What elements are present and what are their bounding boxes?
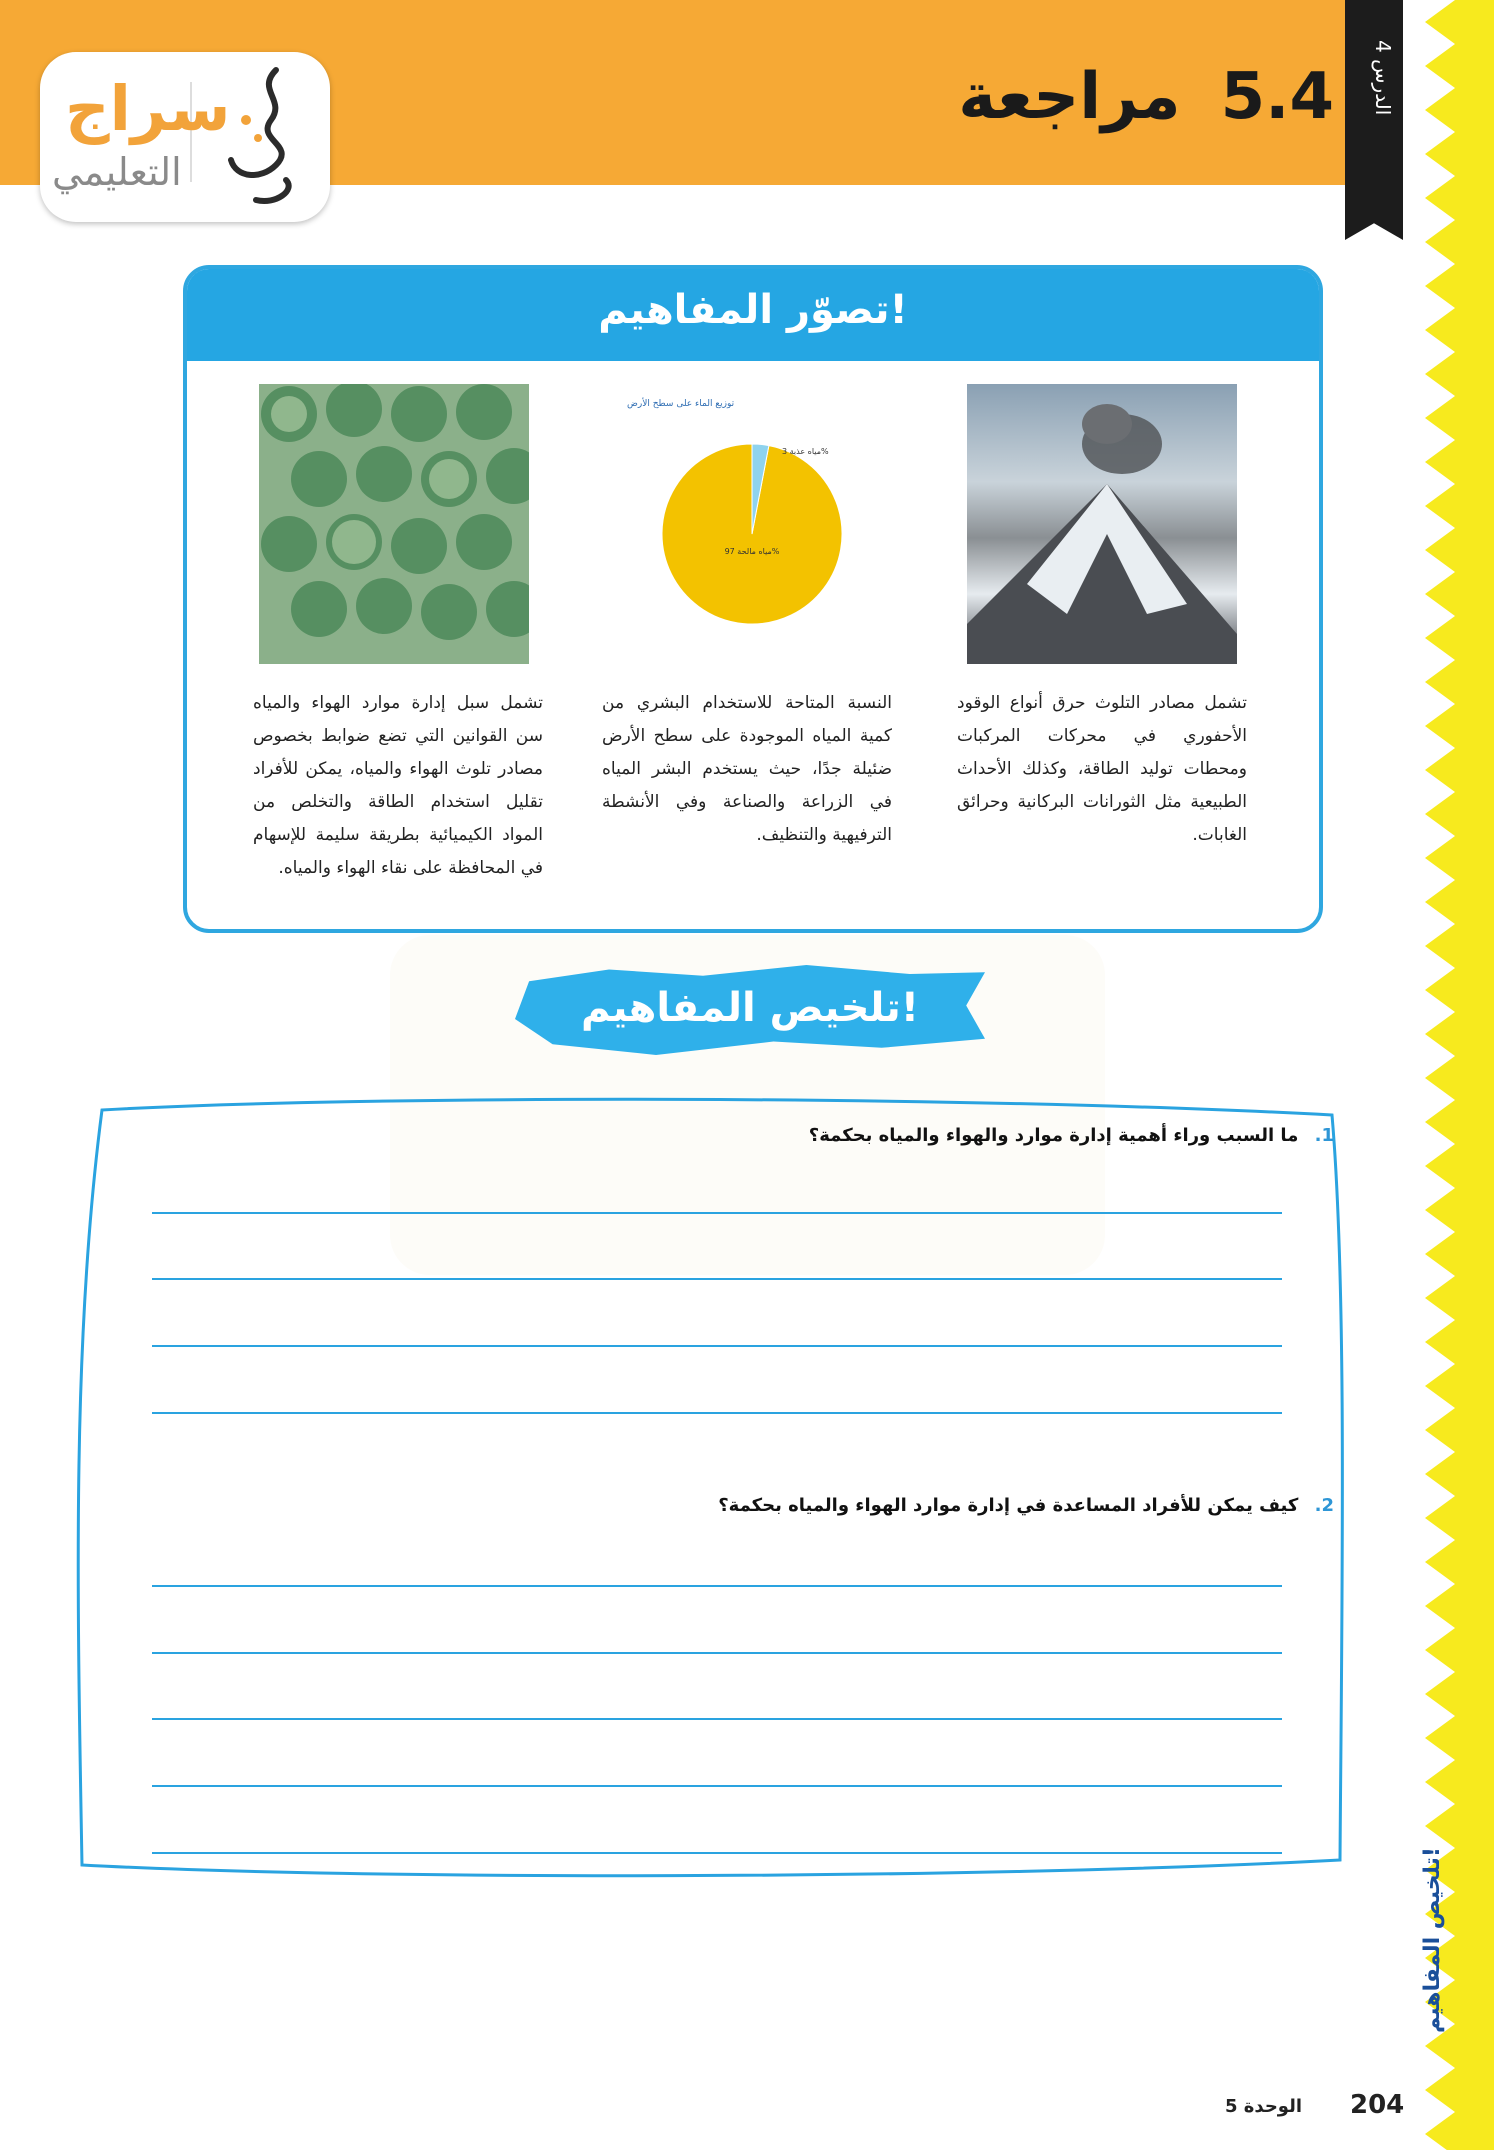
concept-title: تصوّر المفاهيم! <box>598 287 908 333</box>
volcano-photo <box>967 384 1237 664</box>
answer-line[interactable] <box>152 1345 1282 1347</box>
question-2 <box>718 1495 1334 1516</box>
section-number: 5.4 <box>1220 60 1334 134</box>
logo-text-sub: التعليمي <box>52 150 182 194</box>
side-tab <box>1345 0 1403 240</box>
chart-title: توزيع الماء على سطح الأرض <box>627 399 735 409</box>
answer-line[interactable] <box>152 1278 1282 1280</box>
caption-management: تشمل سبل إدارة موارد الهواء والمياه سن القوانين التي تضع ضوابط بخصوص مصادر تلوث الهواء والمياه، يمكن للأفراد تقليل استخدام الطاقة والتخلص من المواد الكيميائية بطريقة سليمة للإسهام في المحافظة على نقاء الهواء والمياه. <box>253 693 543 878</box>
question-2-text: كيف يمكن للأفراد المساعدة في إدارة موارد الهواء والمياه بحكمة؟ <box>718 1495 1299 1516</box>
answer-line[interactable] <box>152 1718 1282 1720</box>
pie-label-saltwater: مياه مالحة 97% <box>724 547 780 556</box>
page-title <box>958 60 1334 134</box>
answer-line[interactable] <box>152 1212 1282 1214</box>
summary-title: تلخيص المفاهيم! <box>580 985 920 1031</box>
answer-line[interactable] <box>152 1852 1282 1854</box>
section-title: مراجعة <box>958 60 1181 134</box>
pie-chart <box>617 384 887 664</box>
question-1-text: ما السبب وراء أهمية إدارة موارد والهواء والمياه بحكمة؟ <box>808 1125 1299 1146</box>
question-1-number: 1. <box>1314 1125 1334 1146</box>
worksheet-frame <box>62 1090 1362 1890</box>
pie-label-freshwater: مياه عذبة 3% <box>782 447 829 456</box>
irrigation-fields-photo <box>259 384 529 664</box>
answer-line[interactable] <box>152 1785 1282 1787</box>
page-number: 204 <box>1350 2090 1405 2120</box>
question-1 <box>809 1125 1334 1146</box>
side-label: تلخيص المفاهيم! <box>1420 1847 1445 2033</box>
answer-line[interactable] <box>152 1585 1282 1587</box>
unit-label: الوحدة 5 <box>1225 2096 1303 2117</box>
logo-text-main: سراج <box>65 72 231 145</box>
answer-line[interactable] <box>152 1412 1282 1414</box>
logo-calligraphy-icon <box>216 60 316 210</box>
answer-line[interactable] <box>152 1652 1282 1654</box>
caption-water-use: النسبة المتاحة للاستخدام البشري من كمية المياه الموجودة على سطح الأرض ضئيلة جدًا، حيث يستخدم البشر المياه في الزراعة والصناعة وفي الأنشطة الترفيهية والتنظيف. <box>602 693 892 845</box>
question-2-number: 2. <box>1314 1495 1334 1516</box>
side-tab-text: الدرس 4 <box>1371 40 1395 116</box>
concept-panel <box>183 265 1323 933</box>
caption-pollution: تشمل مصادر التلوث حرق أنواع الوقود الأحفوري في محركات المركبات ومحطات توليد الطاقة، وكذلك الأحداث الطبيعية مثل الثورانات البركانية وحرائق الغابات. <box>957 693 1247 845</box>
